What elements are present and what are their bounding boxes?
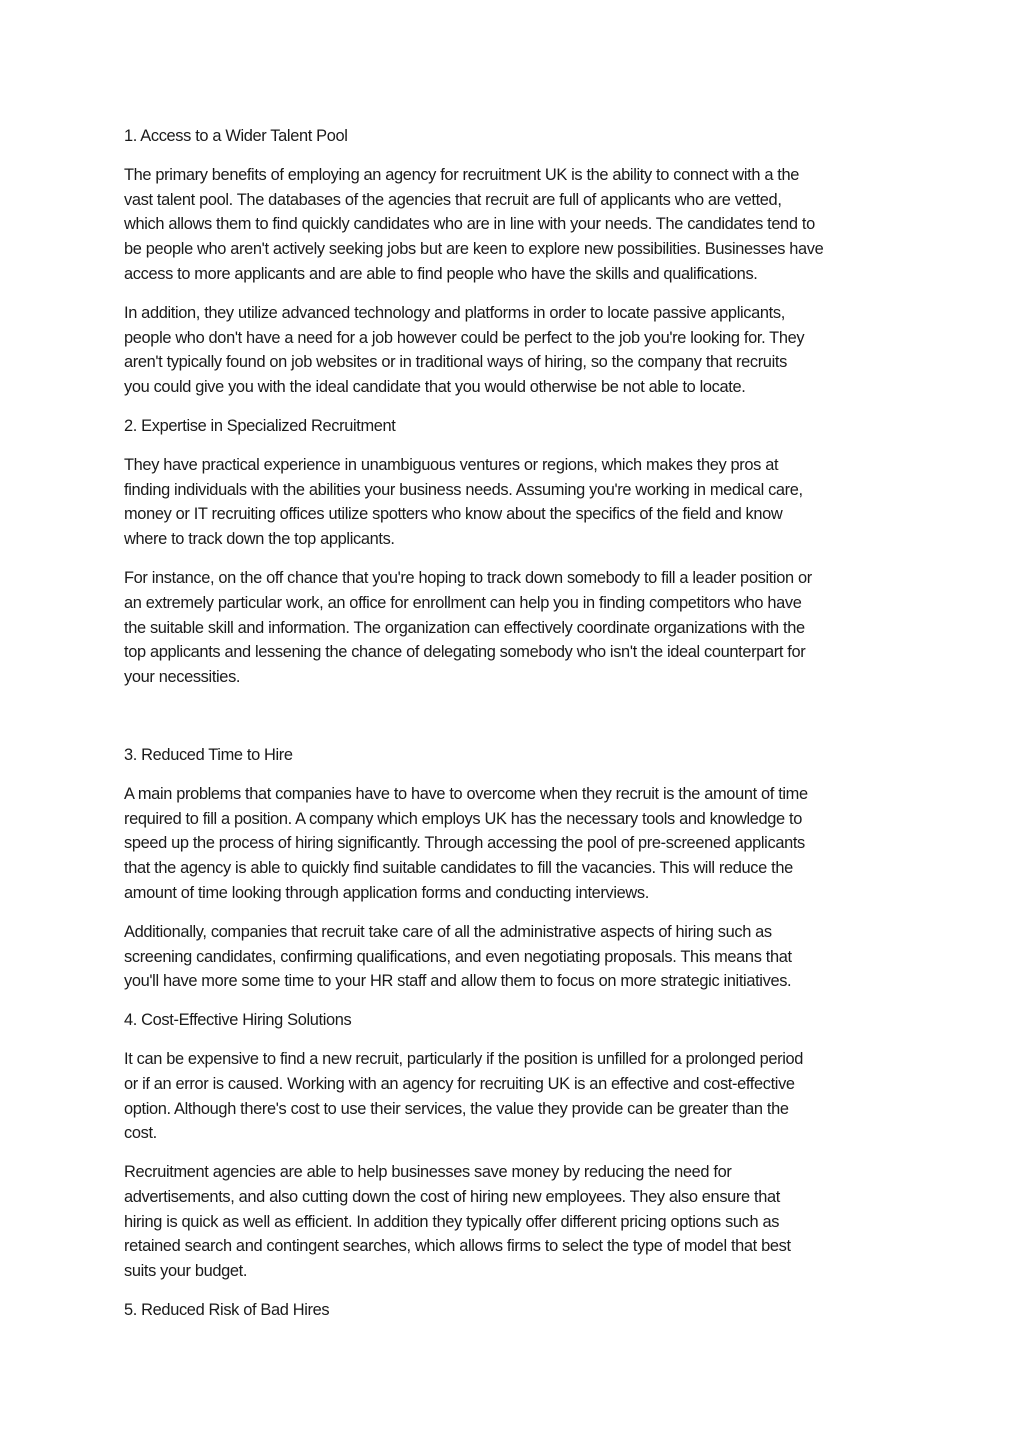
text-line: retained search and contingent searches, which allows firms to select the type of model that best (124, 1237, 791, 1256)
text-line: money or IT recruiting offices utilize spotters who know about the specifics of the field and know (124, 505, 783, 524)
text-line: required to fill a position. A company which employs UK has the necessary tools and knowledge to (124, 809, 802, 828)
heading-line: 4. Cost-Effective Hiring Solutions (124, 1011, 352, 1030)
text-line: They have practical experience in unambiguous ventures or regions, which makes they pros at (124, 455, 779, 474)
text-line: advertisements, and also cutting down the cost of hiring new employees. They also ensure that (124, 1187, 780, 1206)
heading-expertise-specialized-recruitment (124, 414, 914, 439)
paragraph-save-money (124, 1160, 914, 1284)
text-line: top applicants and lessening the chance of delegating somebody who isn't the ideal counterpart for (124, 643, 806, 662)
heading-access-wider-talent-pool (124, 124, 914, 149)
paragraph-administrative-aspects (124, 920, 914, 994)
text-line: The primary benefits of employing an agency for recruitment UK is the ability to connect with a the (124, 165, 800, 184)
heading-reduced-risk-bad-hires (124, 1298, 914, 1323)
text-line: people who don't have a need for a job however could be perfect to the job you're looking for. They (124, 328, 805, 347)
heading-line: 3. Reduced Time to Hire (124, 745, 293, 764)
heading-reduced-time-to-hire (124, 743, 914, 768)
text-line: you could give you with the ideal candidate that you would otherwise be not able to locate. (124, 378, 746, 397)
paragraph-leader-position-example (124, 566, 914, 690)
text-line: hiring is quick as well as efficient. In addition they typically offer different pricing options such as (124, 1212, 780, 1231)
text-line: cost. (124, 1124, 157, 1143)
paragraph-time-to-fill (124, 782, 914, 906)
text-line: A main problems that companies have to have to overcome when they recruit is the amount of time (124, 784, 808, 803)
blank-space (124, 704, 914, 743)
text-line: an extremely particular work, an office for enrollment can help you in finding competitors who have (124, 593, 802, 612)
heading-cost-effective-hiring (124, 1008, 914, 1033)
text-line: Recruitment agencies are able to help businesses save money by reducing the need for (124, 1163, 732, 1182)
text-line: aren't typically found on job websites or in traditional ways of hiring, so the company that recruits (124, 353, 787, 372)
document-page (124, 124, 914, 1337)
text-line: vast talent pool. The databases of the agencies that recruit are full of applicants who are vetted, (124, 190, 782, 209)
text-line: option. Although there's cost to use their services, the value they provide can be greater than the (124, 1099, 789, 1118)
text-line: that the agency is able to quickly find suitable candidates to fill the vacancies. This will reduce the (124, 859, 793, 878)
paragraph-practical-experience (124, 453, 914, 552)
text-line: finding individuals with the abilities your business needs. Assuming you're working in medical care, (124, 480, 803, 499)
heading-line: 5. Reduced Risk of Bad Hires (124, 1301, 330, 1320)
paragraph-passive-applicants (124, 301, 914, 400)
text-line: It can be expensive to find a new recruit, particularly if the position is unfilled for a prolonged period (124, 1049, 804, 1068)
text-line: suits your budget. (124, 1262, 248, 1281)
text-line: screening candidates, confirming qualifications, and even negotiating proposals. This means that (124, 947, 792, 966)
text-line: access to more applicants and are able to find people who have the skills and qualifications. (124, 264, 758, 283)
text-line: which allows them to find quickly candidates who are in line with your needs. The candidates tend to (124, 215, 815, 234)
text-line: where to track down the top applicants. (124, 530, 395, 549)
text-line: Additionally, companies that recruit take care of all the administrative aspects of hiring such as (124, 922, 772, 941)
heading-line: 1. Access to a Wider Talent Pool (124, 127, 348, 145)
text-line: you'll have more some time to your HR staff and allow them to focus on more strategic initiatives. (124, 972, 792, 991)
text-line: amount of time looking through application forms and conducting interviews. (124, 883, 649, 902)
text-line: your necessities. (124, 668, 241, 687)
text-line: be people who aren't actively seeking jobs but are keen to explore new possibilities. Businesses have (124, 240, 824, 259)
text-line: speed up the process of hiring significantly. Through accessing the pool of pre-screened applicants (124, 834, 805, 853)
text-line: For instance, on the off chance that you're hoping to track down somebody to fill a leader position or (124, 568, 812, 587)
heading-line: 2. Expertise in Specialized Recruitment (124, 416, 396, 435)
text-line: the suitable skill and information. The organization can effectively coordinate organizations with the (124, 618, 805, 637)
text-line: or if an error is caused. Working with an agency for recruiting UK is an effective and cost-effective (124, 1074, 795, 1093)
text-line: In addition, they utilize advanced technology and platforms in order to locate passive applicants, (124, 303, 785, 322)
paragraph-talent-pool-benefits (124, 163, 914, 287)
paragraph-expensive-recruit (124, 1047, 914, 1146)
